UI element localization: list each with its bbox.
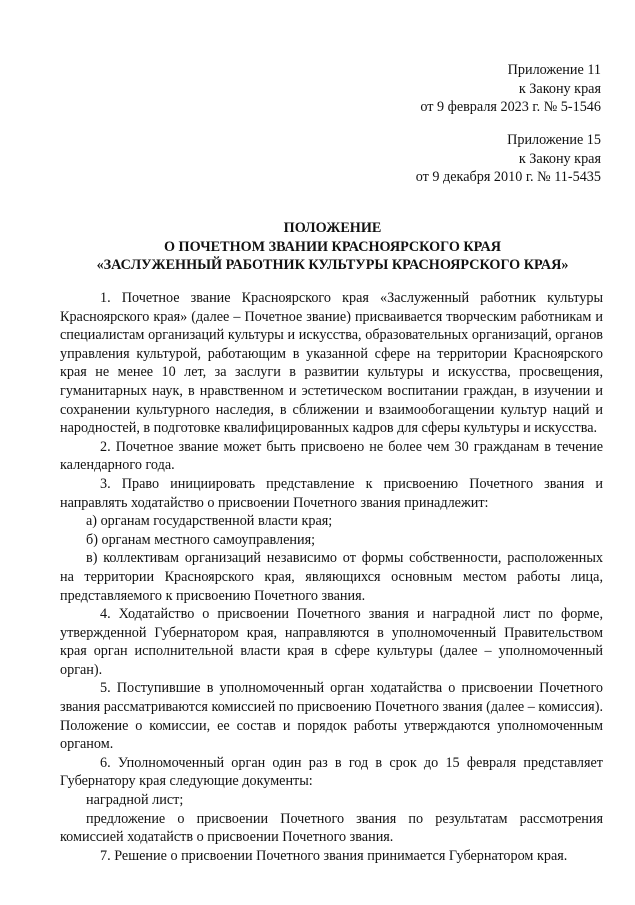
- paragraph-5: 5. Поступившие в уполномоченный орган ходатайства о присвоении Почетного звания рассматриваются комиссией по присвоению Почетного звания (далее – комиссия). Положение о комиссии, ее состав и порядок работы утверждаются уполномоченным органом.: [60, 680, 603, 753]
- document-title: [60, 219, 605, 275]
- paragraph-3-item-b: б) органам местного самоуправления;: [86, 531, 316, 548]
- paragraph-4: 4. Ходатайство о присвоении Почетного звания и наградной лист по форме, утвержденной Губернатором края, направляются в уполномоченный Правительством края орган исполнительной власти края в сфере культуры (далее – уполномоченный орган).: [60, 606, 603, 678]
- paragraph-6-item-2: предложение о присвоении Почетного звания по результатам рассмотрения комиссией ходатайств о присвоении Почетного звания.: [60, 810, 603, 846]
- paragraph-2: 2. Почетное звание может быть присвоено не более чем 30 гражданам в течение календарного года.: [60, 438, 603, 474]
- attachment-law-ref: к Закону края: [518, 150, 601, 167]
- attachment-law-ref: к Закону края: [518, 80, 601, 97]
- paragraph-3: 3. Право инициировать представление к присвоению Почетного звания и направлять ходатайство о присвоении Почетного звания принадлежит:: [60, 475, 603, 511]
- title-line-1: ПОЛОЖЕНИЕ: [283, 220, 382, 236]
- attachment-number: Приложение 15: [507, 132, 601, 148]
- title-line-3: «ЗАСЛУЖЕННЫЙ РАБОТНИК КУЛЬТУРЫ КРАСНОЯРСКОГО КРАЯ»: [96, 257, 569, 274]
- attachment-number: Приложение 11: [507, 62, 601, 78]
- title-line-2: О ПОЧЕТНОМ ЗВАНИИ КРАСНОЯРСКОГО КРАЯ: [163, 238, 502, 255]
- paragraph-6-item-1: наградной лист;: [86, 792, 184, 809]
- attachment-header-11: [420, 61, 601, 117]
- attachment-law-date: от 9 декабря 2010 г. № 11-5435: [415, 169, 601, 186]
- attachment-header-15: [416, 131, 601, 187]
- paragraph-7: 7. Решение о присвоении Почетного звания принимается Губернатором края.: [100, 847, 568, 864]
- paragraph-6: 6. Уполномоченный орган один раз в год в срок до 15 февраля представляет Губернатору края следующие документы:: [60, 754, 603, 790]
- paragraph-1: 1. Почетное звание Красноярского края «Заслуженный работник культуры Красноярского края» (далее – Почетное звание) присваивается творческим работникам и специалистам организаций культуры и искусства, образовательных организаций, органов управления культурой, работающим в указанной сфере на территории Красноярского края не менее 10 лет, за заслуги в развитии культуры и искусства, просвещения, гуманитарных наук, в нравственном и эстетическом воспитании граждан, в изучении и сохранении культурного наследия, в сближении и взаимообогащении культур наций и народностей, в подготовке квалифицированных кадров для сферы культуры и искусства.: [60, 290, 603, 437]
- attachment-law-date: от 9 февраля 2023 г. № 5-1546: [420, 99, 601, 116]
- document-body: [60, 289, 603, 865]
- paragraph-3-item-a: а) органам государственной власти края;: [86, 513, 333, 530]
- paragraph-3-item-c: в) коллективам организаций независимо от формы собственности, расположенных на территории Красноярского края, являющихся основным местом работы лица, представляемого к присвоению Почетного звания.: [60, 550, 603, 604]
